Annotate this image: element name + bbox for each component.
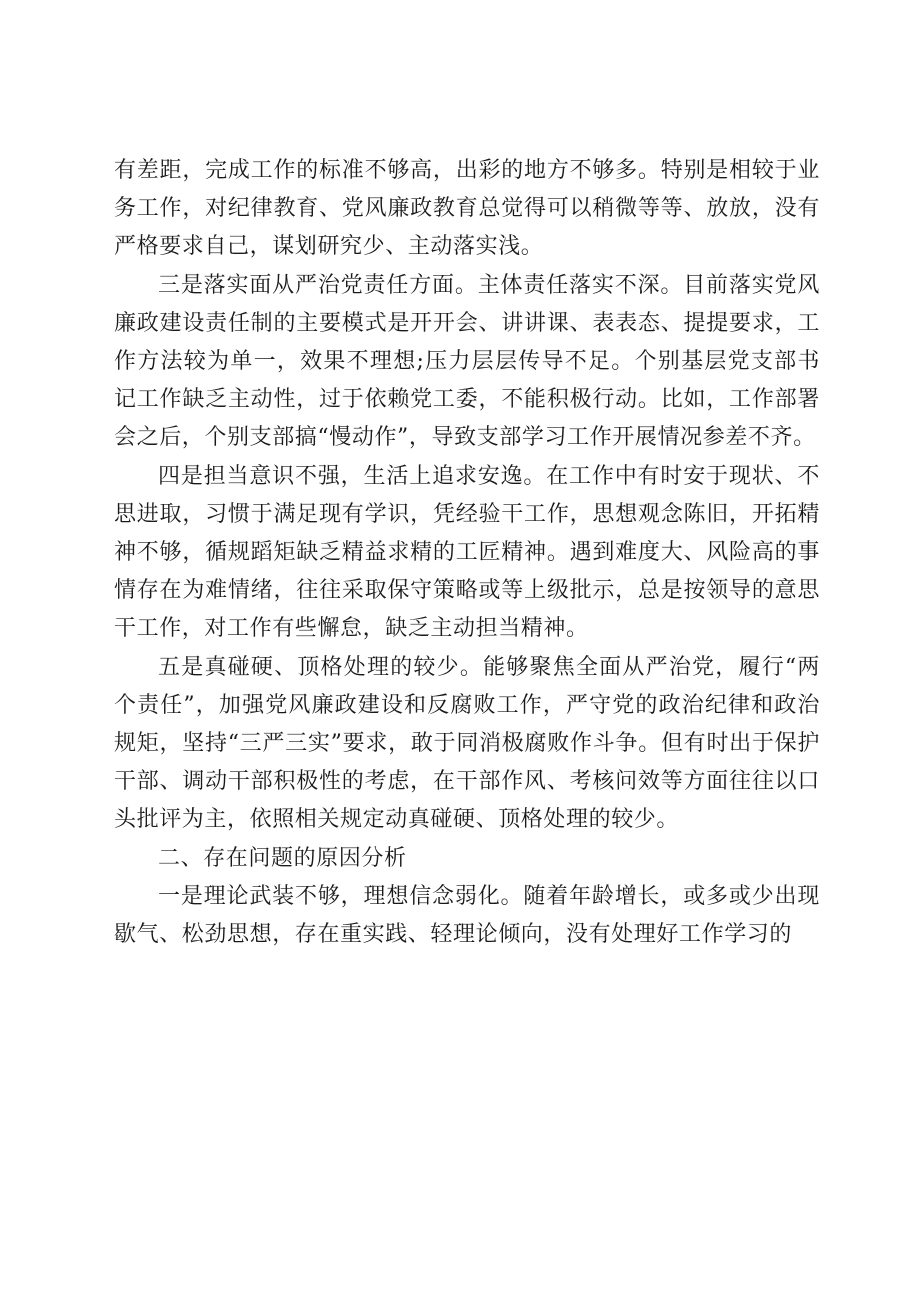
paragraph-handling: 五是真碰硬、顶格处理的较少。能够聚焦全面从严治党，履行“两个责任”，加强党风廉政建设和反腐败工作，严守党的政治纪律和政治规矩，坚持“三严三实”要求，敢于同消极腐败作斗争。但有时出于保护干部、调动干部积极性的考虑，在干部作风、考核问效等方面往往以口头批评为主，依照相关规定动真碰硬、顶格处理的较少。 <box>114 654 820 833</box>
paragraph-continued: 有差距，完成工作的标准不够高，出彩的地方不够多。特别是相较于业务工作，对纪律教育、党风廉政教育总觉得可以稍微等等、放放，没有严格要求自己，谋划研究少、主动落实浅。 <box>114 158 820 260</box>
paragraph-theory: 一是理论武装不够，理想信念弱化。随着年龄增长，或多或少出现歇气、松劲思想，存在重实践、轻理论倾向，没有处理好工作学习的 <box>114 883 820 948</box>
paragraph-responsibility: 四是担当意识不强，生活上追求安逸。在工作中有时安于现状、不思进取，习惯于满足现有学识，凭经验干工作，思想观念陈旧，开拓精神不够，循规蹈矩缺乏精益求精的工匠精神。遇到难度大、风险高的事情存在为难情绪，往往采取保守策略或等上级批示，总是按领导的意思干工作，对工作有些懈怠，缺乏主动担当精神。 <box>114 463 820 642</box>
section-heading: 二、存在问题的原因分析 <box>158 845 407 871</box>
paragraph-implementation: 三是落实面从严治党责任方面。主体责任落实不深。目前落实党风廉政建设责任制的主要模式是开开会、讲讲课、表表态、提提要求，工作方法较为单一，效果不理想;压力层层传导不足。个别基层党支部书记工作缺乏主动性，过于依赖党工委，不能积极行动。比如，工作部署会之后，个别支部搞“慢动作”，导致支部学习工作开展情况参差不齐。 <box>114 272 820 451</box>
document-body <box>114 152 820 954</box>
